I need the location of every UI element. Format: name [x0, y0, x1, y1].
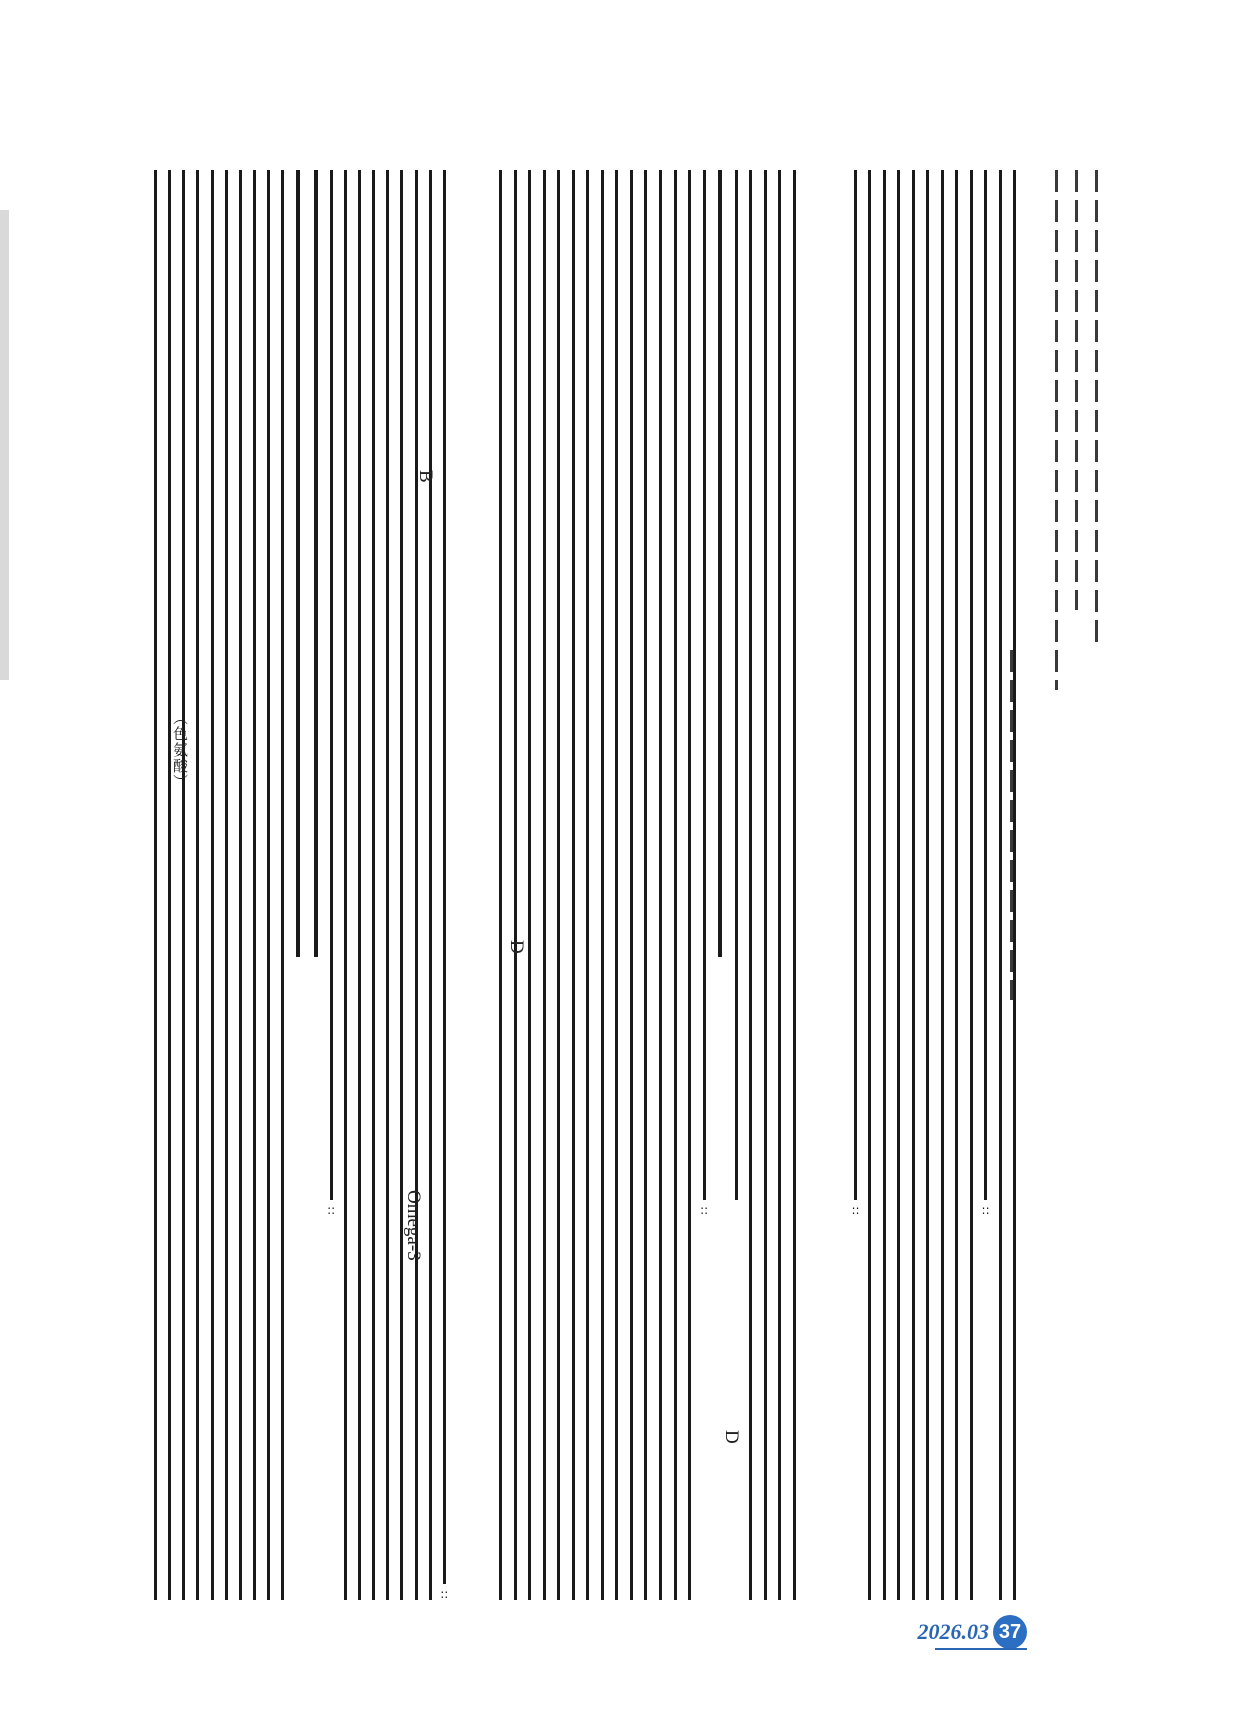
mongolian-line [235, 170, 246, 1600]
vitamin-d-label: D [506, 940, 527, 954]
folio-underline [935, 1648, 1027, 1650]
mongolian-line [178, 170, 189, 1600]
left-edge-strip [0, 210, 9, 680]
byline-stroke [1055, 170, 1058, 690]
mongolian-line [411, 170, 422, 1600]
mongolian-line: :: [439, 170, 450, 1600]
mongolian-line [263, 170, 274, 1600]
section-heading [713, 170, 727, 1600]
chinese-term: （色氨酸） [171, 710, 189, 790]
mongolian-line [640, 170, 651, 1600]
mongolian-line [893, 170, 904, 1600]
page-number-badge: 37 [993, 1615, 1027, 1649]
mongolian-line [951, 170, 962, 1600]
mongolian-line [908, 170, 919, 1600]
text-column-middle [495, 170, 800, 1600]
mongolian-line [995, 170, 1006, 1600]
mongolian-line [192, 170, 203, 1600]
mongolian-line [539, 170, 550, 1600]
mongolian-line [495, 170, 506, 1600]
mongolian-line [510, 170, 521, 1600]
omega-term: Omega-3 [403, 1190, 424, 1261]
mongolian-line [277, 170, 288, 1600]
mongolian-line [684, 170, 695, 1600]
section-heading [309, 170, 323, 1600]
mongolian-line [774, 170, 785, 1600]
byline-stroke [1095, 170, 1098, 650]
mongolian-line [340, 170, 351, 1600]
mongolian-line [789, 170, 800, 1600]
mongolian-line [221, 170, 232, 1600]
mongolian-line [611, 170, 622, 1600]
mongolian-line [731, 170, 742, 1600]
mongolian-line [582, 170, 593, 1600]
mongolian-line [249, 170, 260, 1600]
mongolian-line [425, 170, 436, 1600]
mongolian-line [164, 170, 175, 1600]
section-heading [291, 170, 305, 1600]
mongolian-line: :: [326, 170, 337, 1600]
mongolian-line [382, 170, 393, 1600]
mongolian-line: :: [980, 170, 991, 1600]
vitamin-b-label: B [415, 470, 436, 483]
mongolian-line [524, 170, 535, 1600]
mongolian-line [922, 170, 933, 1600]
text-column-left [150, 170, 450, 1600]
text-column-right [850, 170, 1020, 1600]
mongolian-line [655, 170, 666, 1600]
mongolian-line: :: [850, 170, 861, 1600]
issue-date: 2026.03 [917, 1619, 989, 1644]
mongolian-line [879, 170, 890, 1600]
mongolian-line [626, 170, 637, 1600]
mongolian-line [553, 170, 564, 1600]
mongolian-line [937, 170, 948, 1600]
mongolian-line [368, 170, 379, 1600]
mongolian-line [150, 170, 161, 1600]
mongolian-line [354, 170, 365, 1600]
byline-stroke [1010, 650, 1013, 1000]
mongolian-line [745, 170, 756, 1600]
page-folio [918, 1615, 1028, 1649]
mongolian-line [670, 170, 681, 1600]
mongolian-line [597, 170, 608, 1600]
mongolian-line [966, 170, 977, 1600]
mongolian-line [568, 170, 579, 1600]
mongolian-line [207, 170, 218, 1600]
byline-stroke [1075, 170, 1078, 610]
mongolian-line [760, 170, 771, 1600]
mongolian-line [396, 170, 407, 1600]
mongolian-line: :: [699, 170, 710, 1600]
text-body [150, 170, 1110, 1630]
mongolian-line [864, 170, 875, 1600]
vitamin-d-label-second: D [721, 1430, 742, 1444]
